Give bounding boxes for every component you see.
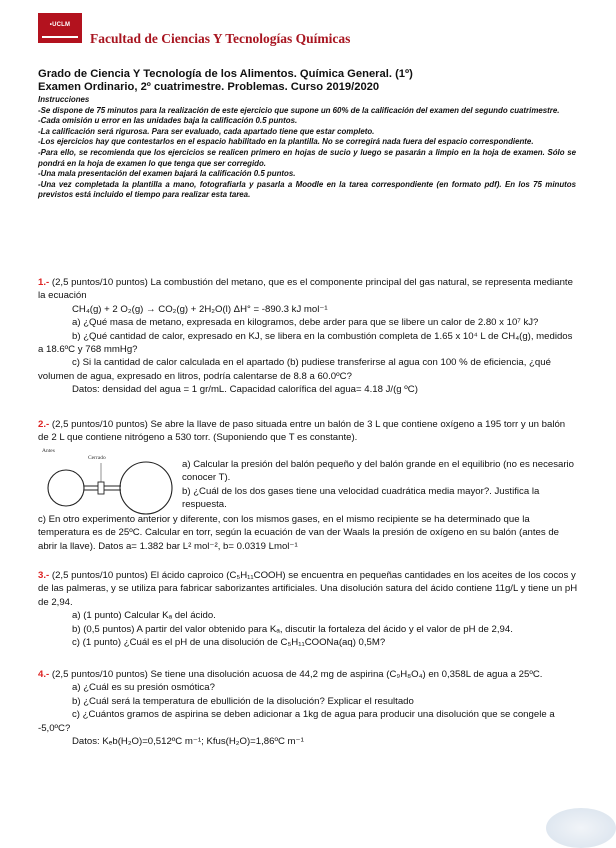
- instruction-item: -Cada omisión u error en las unidades baja la calificación 0.5 puntos.: [38, 116, 298, 126]
- faculty-title: Facultad de Ciencias Y Tecnologías Químicas: [90, 31, 351, 46]
- part-a: a) ¿Cuál es su presión osmótica?: [72, 682, 215, 694]
- question-intro: (2,5 puntos/10 puntos) La combustión del metano, que es el componente principal del gas natural, se representa mediante la ecuación: [38, 277, 573, 302]
- logo-text: •UCLM: [49, 22, 71, 28]
- question-intro: (2,5 puntos/10 puntos) Se abre la llave de paso situada entre un balón de 3 L que contiene oxígeno a 195 torr y un balón de 2 L que contiene nitrógeno a 530 torr. (Suponiendo que T es constante).: [38, 419, 566, 444]
- instruction-item: -Una vez completada la plantilla a mano, fotografiarla y pasarla a Moodle en la tarea correspondiente (en formato pdf). En los 75 minutos previstos está incluido el tiempo para realizar esta tarea.: [38, 179, 576, 200]
- large-flask: [120, 462, 172, 514]
- question-2: [38, 418, 578, 445]
- part-b: b) ¿Cuál de los dos gases tiene una velocidad cuadrática media mayor?. Justifica la respuesta.: [182, 485, 540, 511]
- question-intro: (2,5 puntos/10 puntos) El ácido caproico (C₅H₁₁COOH) se encuentra en pequeñas cantidades en los aceites de los cocos y de las palmeras, y se utiliza para fabricar saborizantes artificiales. Una disolución satura del ácido contiene 11g/L y tiene un pH de 2,94.: [38, 570, 578, 608]
- instruction-item: -La calificación será rigurosa. Para ser evaluado, cada apartado tiene que estar completo.: [38, 126, 375, 136]
- question-4: [38, 668, 578, 748]
- label-antes: Antes: [42, 448, 55, 454]
- part-a: a) ¿Qué masa de metano, expresada en kilogramos, debe arder para que se libere un calor de 2.80 x 10⁷ kJ?: [72, 317, 539, 329]
- part-c: c) ¿Cuántos gramos de aspirina se deben adicionar a 1kg de agua para producir una disolución que se congele a -5,0ºC?: [38, 709, 555, 734]
- question-number: 4.-: [38, 669, 50, 680]
- instruction-item: -Los ejercicios hay que contestarlos en el espacio habilitado en la plantilla. No se corregirá nada fuera del espacio correspondiente.: [38, 137, 534, 147]
- part-c: c) En otro experimento anterior y diferente, con los mismos gases, en el mismo recipiente se ha determinado que la temperatura es de 25ºC. Calcular en torr, según la ecuación de van der Waals la presión de oxígeno en su balón (antes de abrir la llave). Datos a= 1.382 bar L² mol⁻², b= 0.0319 Lmol⁻¹: [38, 514, 559, 552]
- part-b: b) (0,5 puntos) A partir del valor obtenido para Kₐ, discutir la fortaleza del ácido y el valor de pH de 2,94.: [72, 623, 513, 635]
- instruction-item: -Se dispone de 75 minutos para la realización de este ejercicio que supone un 60% de la calificación del examen del segundo cuatrimestre.: [38, 105, 560, 115]
- instruction-item: -Para ello, se recomienda que los ejercicios se realicen primero en hojas de sucio y luego se pasarán a limpio en la hoja de examen. Sólo se pondrá en la hoja de examen lo que tenga que ser corregido.: [38, 147, 576, 168]
- instruction-item: -Una mala presentación del examen bajará la calificación 0.5 puntos.: [38, 169, 296, 179]
- corner-shadow: [546, 808, 616, 848]
- question-intro: (2,5 puntos/10 puntos) Se tiene una disolución acuosa de 44,2 mg de aspirina (C₉H₈O₄) en 0,358L de agua a 25ºC.: [49, 669, 543, 680]
- equation: CH₄(g) + 2 O₂(g) → CO₂(g) + 2H₂O(l) ΔH° = -890.3 kJ mol⁻¹: [72, 303, 328, 315]
- question-number: 2.-: [38, 419, 50, 430]
- part-c: c) Si la cantidad de calor calculada en el apartado (b) pudiese transferirse al agua con 100 % de eficiencia, ¿qué volumen de agua, expresado en litros, podría calentarse de 8.8 a 60.0ºC?: [38, 357, 551, 382]
- question-3: [38, 569, 578, 649]
- data-line: Datos: densidad del agua = 1 gr/mL. Capacidad calorífica del agua= 4.18 J/(g ºC): [72, 384, 418, 396]
- uclm-logo: [38, 13, 82, 43]
- small-flask: [48, 470, 84, 506]
- course-title: Grado de Ciencia Y Tecnología de los Alimentos. Química General. (1º): [38, 68, 413, 80]
- logo-bar: [42, 36, 78, 38]
- label-cerrado: Cerrado: [88, 455, 106, 461]
- data-line: Datos: Kₑb(H₂O)=0,512ºC m⁻¹; Kfus(H₂O)=1,86ºC m⁻¹: [72, 736, 304, 748]
- part-b: b) ¿Qué cantidad de calor, expresado en KJ, se libera en la combustión completa de 1.65 x 10⁴ L de CH₄(g), medidos a 18.6ºC y 768 mmHg?: [38, 330, 573, 356]
- part-c: c) (1 punto) ¿Cuál es el pH de una disolución de C₅H₁₁COONa(aq) 0,5M?: [72, 637, 386, 649]
- stopcock-valve: [98, 482, 104, 494]
- question-2-parts-ab: [182, 458, 578, 512]
- question-number: 3.-: [38, 570, 50, 581]
- part-b: b) ¿Cuál será la temperatura de ebullición de la disolución? Explicar el resultado: [72, 695, 414, 707]
- part-a: a) Calcular la presión del balón pequeño y del balón grande en el equilibrio (no es necesario conocer T).: [182, 459, 575, 484]
- question-number: 1.-: [38, 277, 50, 288]
- part-a: a) (1 punto) Calcular Kₐ del ácido.: [72, 610, 216, 622]
- exam-title: Examen Ordinario, 2º cuatrimestre. Problemas. Curso 2019/2020: [38, 81, 380, 93]
- question-1: [38, 276, 578, 397]
- instructions: [38, 95, 576, 201]
- instructions-title: Instrucciones: [38, 95, 90, 104]
- question-2-part-c: [38, 513, 578, 553]
